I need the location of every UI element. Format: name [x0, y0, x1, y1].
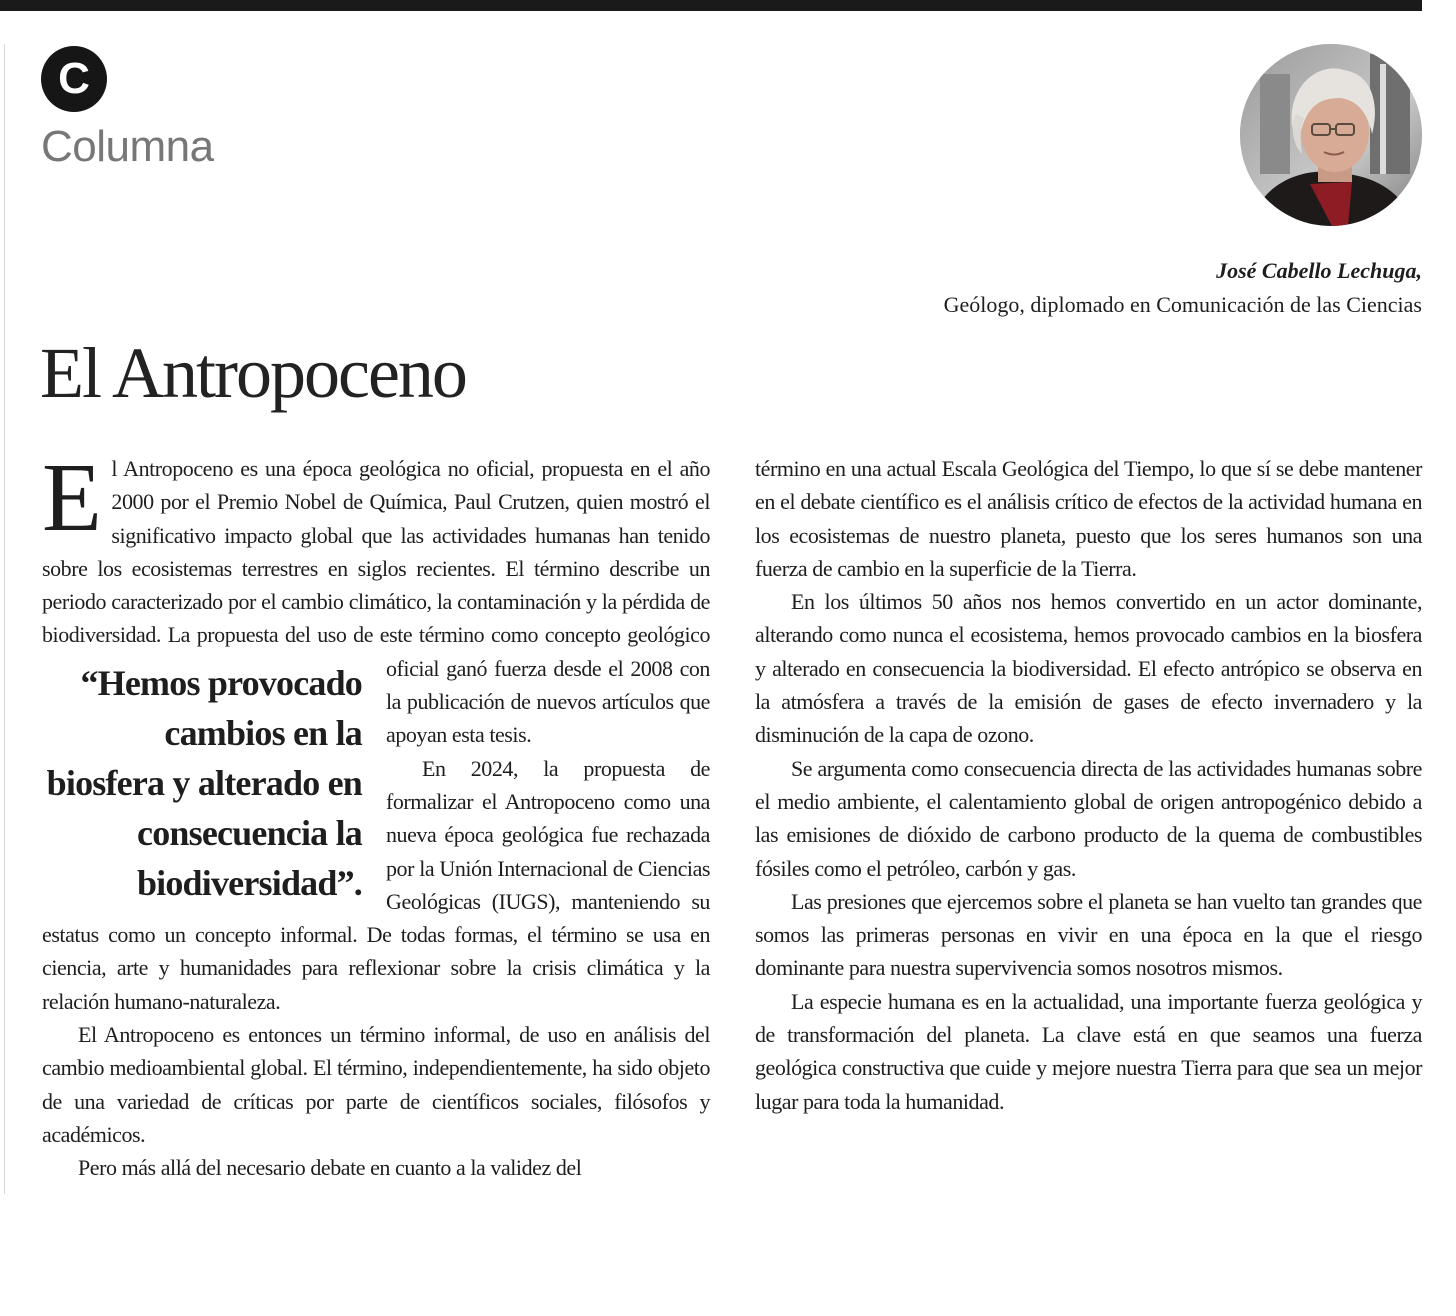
paragraph-8: Las presiones que ejercemos sobre el planeta se han vuelto tan grandes que somos las primeras personas en vivir en una época en la que el riesgo dominante para nuestra supervivencia somos nosotros mismos.	[755, 888, 1422, 981]
drop-cap: E	[42, 444, 102, 552]
paragraph-1-text: l Antropoceno es una época geológica no oficial, propuesta en el año 2000 por el Premio Nobel de Química, Paul Crutzen, quien mostró el significativo impacto global que las actividades humanas han tenido sobre los ecosistemas terrestres en siglos recientes. El término describe un periodo caracterizado por el cambio climático, la contaminación y la pérdida de biodiversidad. La propuesta del uso de este término	[42, 456, 710, 648]
article-left-column	[42, 444, 710, 1185]
author-byline	[944, 254, 1422, 322]
pull-quote	[42, 656, 362, 908]
section-label: Columna	[41, 122, 214, 171]
article-right-column	[755, 452, 1422, 1118]
author-role: Geólogo, diplomado en Comunicación de las Ciencias	[943, 292, 1422, 317]
article-title: El Antropoceno	[40, 333, 466, 413]
author-portrait-icon	[1240, 44, 1422, 226]
section-badge-letter: C	[58, 54, 90, 103]
paragraph-7: Se argumenta como consecuencia directa de las actividades humanas sobre el medio ambiente, el calentamiento global de origen antropogénico debido a las emisiones de dióxido de carbono producto de la quema de combustibles fósiles como el petróleo, carbón y gas.	[755, 755, 1422, 881]
paragraph-2: En 2024, la propuesta de formalizar el Antropoceno como una nueva época geológica fue rechazada por la Unión Internacional de Ciencias Geológicas (IUGS), manteniendo su estatus como un concepto informal. De todas formas, el término se usa en ciencia, arte y humanidades para reflexionar sobre la crisis climática y la relación humano-naturaleza.	[42, 755, 710, 1014]
section-badge	[41, 46, 107, 112]
paragraph-9: La especie humana es en la actualidad, una importante fuerza geológica y de transformación del planeta. La clave está en que seamos una fuerza geológica constructiva que cuide y mejore nuestra Tierra para que sea un mejor lugar para toda la humanidad.	[755, 988, 1422, 1114]
paragraph-4: Pero más allá del necesario debate en cuanto a la validez del	[78, 1155, 582, 1181]
author-name: José Cabello Lechuga,	[1216, 258, 1422, 283]
pull-quote-text: “Hemos provocado cambios en la biosfera y alterado en consecuencia la biodiversidad”.	[46, 662, 362, 903]
author-portrait	[1240, 44, 1422, 226]
paragraph-6: En los últimos 50 años nos hemos convertido en un actor dominante, alterando como nunca el ecosistema, hemos provocado cambios en la biosfera y alterado en consecuencia la biodiversidad. El efecto antrópico se observa en la atmósfera a través de la emisión de gases de efecto invernadero y la disminución de la capa de ozono.	[755, 589, 1422, 748]
paragraph-5: término en una actual Escala Geológica del Tiempo, lo que sí se debe mantener en el debate científico es el análisis crítico de efectos de la actividad humana en los ecosistemas de nuestro planeta, puesto que los seres humanos son una fuerza de cambio en la superficie de la Tierra.	[755, 456, 1422, 581]
paragraph-3: El Antropoceno es entonces un término informal, de uso en análisis del cambio medioambiental global. El término, independientemente, ha sido objeto de una variedad de críticas por parte de científicos sociales, filósofos y académicos.	[42, 1022, 710, 1147]
paragraph-1-continued: como concepto geológico oficial ganó fuerza desde el 2008 con la publicación de nuevos artículos que apoyan esta tesis.	[386, 622, 710, 748]
left-margin-rule	[4, 44, 5, 1194]
top-rule-bar	[0, 0, 1422, 11]
